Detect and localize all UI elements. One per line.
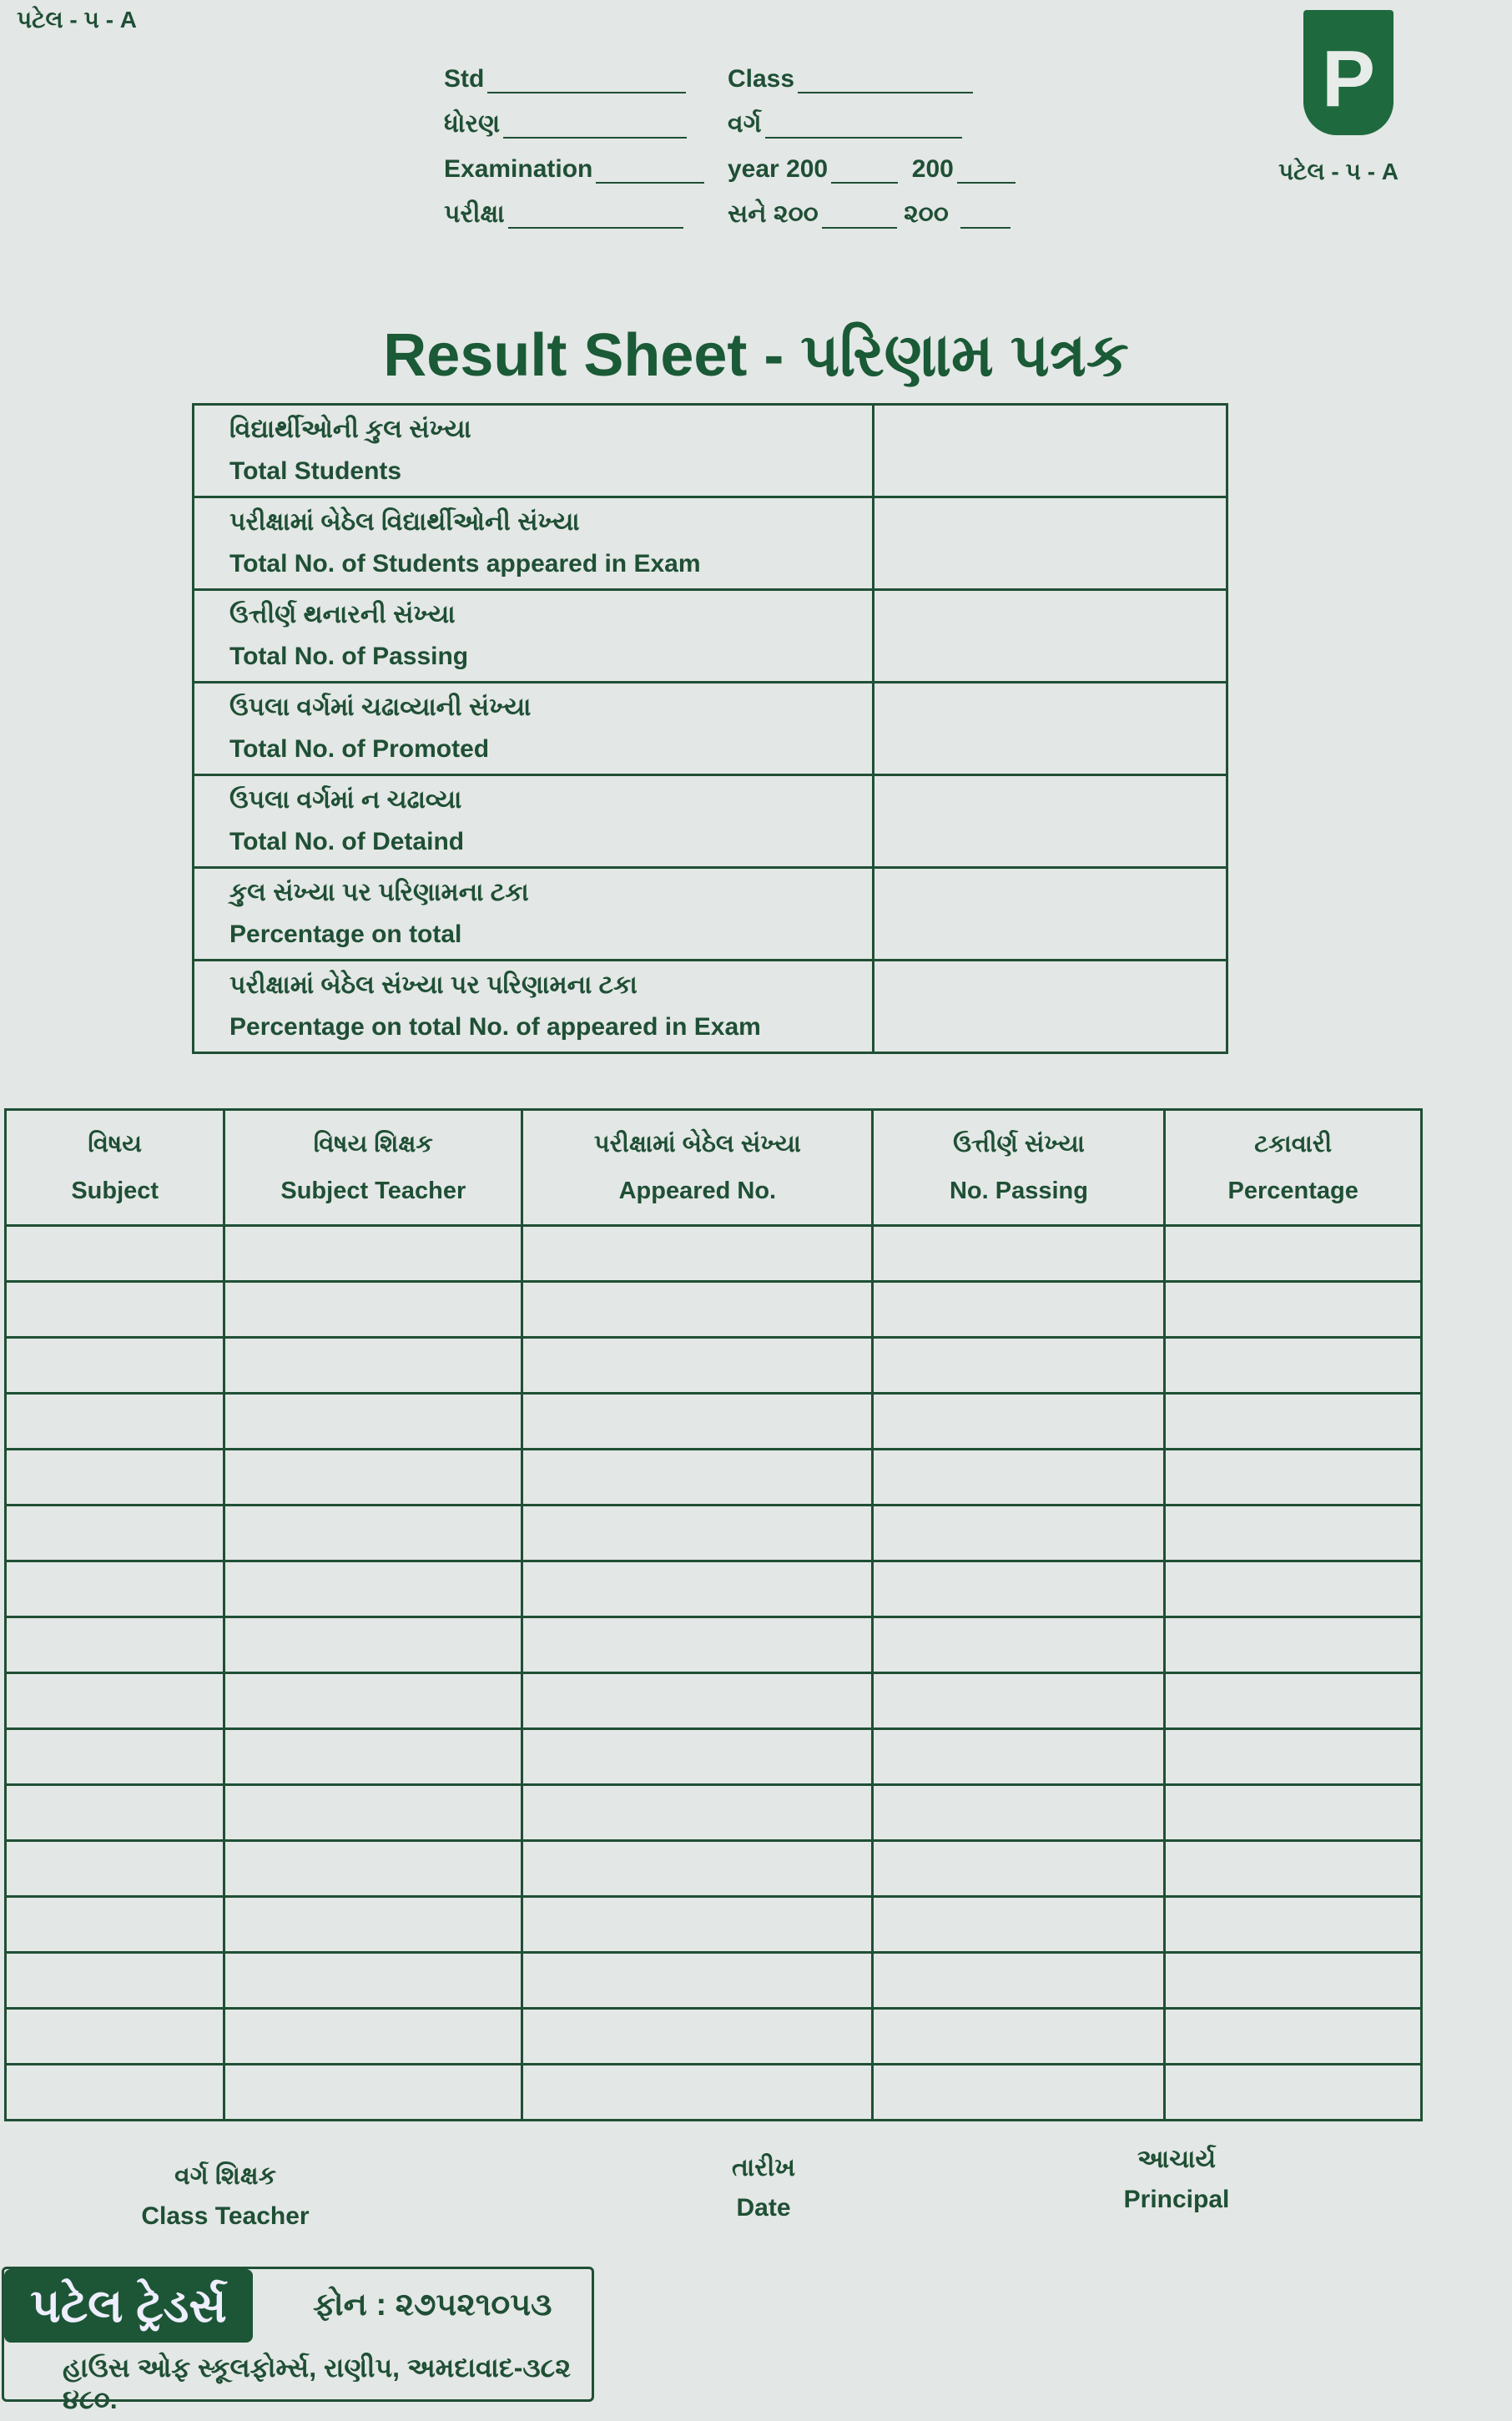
table-cell[interactable] <box>6 1338 224 1394</box>
examination-field[interactable] <box>444 155 704 184</box>
summary-row <box>194 683 1227 775</box>
pariksha-label: પરીક્ષા <box>444 200 505 228</box>
table-cell[interactable] <box>522 1450 873 1506</box>
table-cell[interactable] <box>873 2065 1165 2121</box>
column-header-gu: વિષય <box>88 1131 142 1158</box>
table-cell[interactable] <box>6 1617 224 1673</box>
publisher-footer <box>2 2267 594 2414</box>
table-row <box>6 1282 1422 1338</box>
summary-label-en: Total No. of Students appeared in Exam <box>229 550 701 578</box>
table-cell[interactable] <box>6 1953 224 2009</box>
column-header-en: Subject Teacher <box>280 1178 466 1204</box>
summary-label-gu: ઉત્તીર્ણ થનારની સંખ્યા <box>229 601 456 628</box>
summary-value-cell[interactable] <box>874 683 1227 775</box>
table-cell[interactable] <box>1165 2009 1422 2065</box>
table-cell[interactable] <box>1165 1673 1422 1729</box>
summary-label <box>194 590 874 683</box>
table-cell[interactable] <box>1165 1953 1422 2009</box>
table-cell[interactable] <box>224 1785 522 1841</box>
table-row <box>6 1673 1422 1729</box>
principal-gu: આચાર્ય <box>1137 2146 1217 2173</box>
date-gu: તારીખ <box>732 2154 795 2181</box>
table-cell[interactable] <box>522 1953 873 2009</box>
table-cell[interactable] <box>873 1953 1165 2009</box>
varg-field[interactable] <box>728 110 962 139</box>
table-cell[interactable] <box>1165 1226 1422 1282</box>
table-cell[interactable] <box>6 1785 224 1841</box>
summary-value-cell[interactable] <box>874 405 1227 497</box>
table-cell[interactable] <box>873 1338 1165 1394</box>
summary-label-en: Total No. of Passing <box>229 643 469 670</box>
table-row <box>6 1897 1422 1953</box>
table-cell[interactable] <box>6 1450 224 1506</box>
table-cell[interactable] <box>1165 1617 1422 1673</box>
summary-label <box>194 405 874 497</box>
publisher-brand: પટેલ ટ્રેડર્સ <box>4 2269 253 2343</box>
table-cell[interactable] <box>6 1561 224 1617</box>
summary-value-cell[interactable] <box>874 497 1227 590</box>
table-row <box>6 1953 1422 2009</box>
table-cell[interactable] <box>1165 1506 1422 1561</box>
principal-en: Principal <box>1123 2186 1230 2213</box>
summary-value-cell[interactable] <box>874 590 1227 683</box>
summary-value-cell[interactable] <box>874 775 1227 868</box>
page-title: Result Sheet - પરિણામ પત્રક <box>383 322 1129 389</box>
summary-label-gu: પરીક્ષામાં બેઠેલ સંખ્યા પર પરિણામના ટકા <box>229 971 638 999</box>
year-field[interactable] <box>728 155 1016 184</box>
form-code-top-right: પટેલ - ૫ - A <box>1278 159 1399 184</box>
table-cell[interactable] <box>522 1617 873 1673</box>
table-cell[interactable] <box>873 1617 1165 1673</box>
table-cell[interactable] <box>224 2009 522 2065</box>
table-cell[interactable] <box>224 1729 522 1785</box>
table-cell[interactable] <box>522 1729 873 1785</box>
table-cell[interactable] <box>522 1226 873 1282</box>
table-cell[interactable] <box>873 1394 1165 1450</box>
table-cell[interactable] <box>873 1841 1165 1897</box>
summary-label-gu: વિદ્યાર્થીઓની કુલ સંખ્યા <box>229 416 471 443</box>
std-field[interactable] <box>444 65 686 93</box>
table-cell[interactable] <box>1165 1841 1422 1897</box>
sane-label: સને ૨૦૦ <box>728 200 819 228</box>
table-cell[interactable] <box>1165 1785 1422 1841</box>
summary-label-en: Total Students <box>229 457 402 485</box>
varg-label: વર્ગ <box>728 110 762 138</box>
table-cell[interactable] <box>522 1897 873 1953</box>
date-en: Date <box>736 2194 791 2222</box>
table-row <box>6 1226 1422 1282</box>
table-cell[interactable] <box>1165 2065 1422 2121</box>
logo-letter: P <box>1321 34 1376 124</box>
summary-label <box>194 868 874 961</box>
summary-label <box>194 683 874 775</box>
table-cell[interactable] <box>1165 1729 1422 1785</box>
table-cell[interactable] <box>6 2065 224 2121</box>
table-cell[interactable] <box>224 1506 522 1561</box>
table-cell[interactable] <box>224 1282 522 1338</box>
column-header-gu: ઉત્તીર્ણ સંખ્યા <box>953 1131 1085 1158</box>
table-cell[interactable] <box>873 1785 1165 1841</box>
table-cell[interactable] <box>6 1841 224 1897</box>
publisher-logo <box>1303 10 1394 135</box>
publisher-address: હાઉસ ઓફ સ્કૂલફોર્મ્સ, રાણીપ, અમદાવાદ-૩૮૨ ૪૮૦. <box>63 2353 572 2414</box>
summary-value-cell[interactable] <box>874 868 1227 961</box>
summary-table <box>192 403 1228 1054</box>
examination-label: Examination <box>444 155 593 183</box>
column-header-en: Percentage <box>1227 1178 1358 1204</box>
table-cell[interactable] <box>1165 1394 1422 1450</box>
table-cell[interactable] <box>873 1450 1165 1506</box>
column-header-en: Subject <box>71 1178 159 1204</box>
table-row <box>6 1450 1422 1506</box>
summary-label-gu: ઉપલા વર્ગમાં ચઢાવ્યાની સંખ્યા <box>229 694 532 721</box>
table-row <box>6 1394 1422 1450</box>
table-cell[interactable] <box>522 1338 873 1394</box>
table-cell[interactable] <box>224 1226 522 1282</box>
table-cell[interactable] <box>6 1394 224 1450</box>
subject-results-table <box>4 1108 1423 2121</box>
summary-row <box>194 590 1227 683</box>
year2-label: 200 <box>911 155 954 183</box>
publisher-phone: ફોન : ૨૭૫૨૧૦૫૩ <box>313 2287 552 2323</box>
column-header-gu: વિષય શિક્ષક <box>313 1131 433 1158</box>
table-cell[interactable] <box>224 1338 522 1394</box>
column-header-gu: ટકાવારી <box>1254 1131 1333 1158</box>
column-header-en: Appeared No. <box>618 1178 777 1204</box>
table-cell[interactable] <box>1165 1338 1422 1394</box>
summary-value-cell[interactable] <box>874 961 1227 1053</box>
table-cell[interactable] <box>6 1226 224 1282</box>
summary-row <box>194 497 1227 590</box>
table-cell[interactable] <box>522 2065 873 2121</box>
table-cell[interactable] <box>6 1729 224 1785</box>
column-header <box>1165 1110 1422 1226</box>
summary-label-gu: કુલ સંખ્યા પર પરિણામના ટકા <box>229 879 529 906</box>
column-header-gu: પરીક્ષામાં બેઠેલ સંખ્યા <box>593 1131 801 1158</box>
table-cell[interactable] <box>522 1394 873 1450</box>
sane2-label: ૨૦૦ <box>904 200 949 228</box>
signature-date <box>638 2148 889 2228</box>
table-row <box>6 1506 1422 1561</box>
summary-label-gu: ઉપલા વર્ગમાં ન ચઢાવ્યા <box>229 786 462 814</box>
table-cell[interactable] <box>873 1897 1165 1953</box>
summary-label-en: Total No. of Detaind <box>229 828 465 855</box>
table-row <box>6 1729 1422 1785</box>
column-header <box>6 1110 224 1226</box>
dhoran-field[interactable] <box>444 110 687 139</box>
column-header <box>224 1110 522 1226</box>
table-cell[interactable] <box>224 1394 522 1450</box>
table-cell[interactable] <box>873 1226 1165 1282</box>
table-row <box>6 1841 1422 1897</box>
table-cell[interactable] <box>224 1841 522 1897</box>
summary-row <box>194 868 1227 961</box>
signature-class-teacher <box>100 2156 350 2237</box>
column-header-en: No. Passing <box>949 1178 1088 1204</box>
summary-row <box>194 775 1227 868</box>
table-row <box>6 1785 1422 1841</box>
class-teacher-en: Class Teacher <box>141 2202 310 2230</box>
table-row <box>6 1561 1422 1617</box>
table-row <box>6 1617 1422 1673</box>
table-cell[interactable] <box>522 1785 873 1841</box>
table-cell[interactable] <box>873 1561 1165 1617</box>
table-cell[interactable] <box>873 1673 1165 1729</box>
pariksha-field[interactable] <box>444 200 683 229</box>
class-label: Class <box>728 65 795 93</box>
table-row <box>6 2065 1422 2121</box>
summary-row <box>194 405 1227 497</box>
table-cell[interactable] <box>1165 1282 1422 1338</box>
summary-label <box>194 775 874 868</box>
table-cell[interactable] <box>873 2009 1165 2065</box>
signature-principal <box>1051 2140 1302 2220</box>
sane-field[interactable] <box>728 200 1011 229</box>
table-cell[interactable] <box>6 1506 224 1561</box>
table-row <box>6 1338 1422 1394</box>
column-header <box>522 1110 873 1226</box>
table-cell[interactable] <box>873 1729 1165 1785</box>
table-cell[interactable] <box>224 1673 522 1729</box>
summary-row <box>194 961 1227 1053</box>
table-cell[interactable] <box>1165 1897 1422 1953</box>
table-cell[interactable] <box>1165 1450 1422 1506</box>
class-teacher-gu: વર્ગ શિક્ષક <box>174 2162 276 2190</box>
form-code-top-left: પટેલ - ૫ - A <box>17 7 138 33</box>
table-cell[interactable] <box>224 1897 522 1953</box>
table-cell[interactable] <box>224 1953 522 2009</box>
table-cell[interactable] <box>224 2065 522 2121</box>
table-cell[interactable] <box>1165 1561 1422 1617</box>
table-cell[interactable] <box>6 1673 224 1729</box>
table-cell[interactable] <box>6 2009 224 2065</box>
class-field[interactable] <box>728 65 973 93</box>
column-header <box>873 1110 1165 1226</box>
table-cell[interactable] <box>522 1282 873 1338</box>
summary-label-gu: પરીક્ષામાં બેઠેલ વિદ્યાર્થીઓની સંખ્યા <box>229 508 580 536</box>
summary-label-en: Percentage on total <box>229 920 462 948</box>
table-cell[interactable] <box>224 1561 522 1617</box>
table-cell[interactable] <box>522 1561 873 1617</box>
table-cell[interactable] <box>522 1506 873 1561</box>
table-cell[interactable] <box>873 1506 1165 1561</box>
table-cell[interactable] <box>6 1897 224 1953</box>
table-cell[interactable] <box>522 1673 873 1729</box>
table-cell[interactable] <box>6 1282 224 1338</box>
dhoran-label: ધોરણ <box>444 110 501 138</box>
summary-label <box>194 961 874 1053</box>
table-row <box>6 2009 1422 2065</box>
table-cell[interactable] <box>873 1282 1165 1338</box>
std-label: Std <box>444 65 485 93</box>
table-cell[interactable] <box>522 2009 873 2065</box>
summary-label-en: Percentage on total No. of appeared in Exam <box>229 1013 761 1041</box>
summary-label <box>194 497 874 590</box>
table-cell[interactable] <box>522 1841 873 1897</box>
table-cell[interactable] <box>224 1450 522 1506</box>
summary-label-en: Total No. of Promoted <box>229 735 490 763</box>
table-cell[interactable] <box>224 1617 522 1673</box>
year-label: year 200 <box>728 155 829 183</box>
